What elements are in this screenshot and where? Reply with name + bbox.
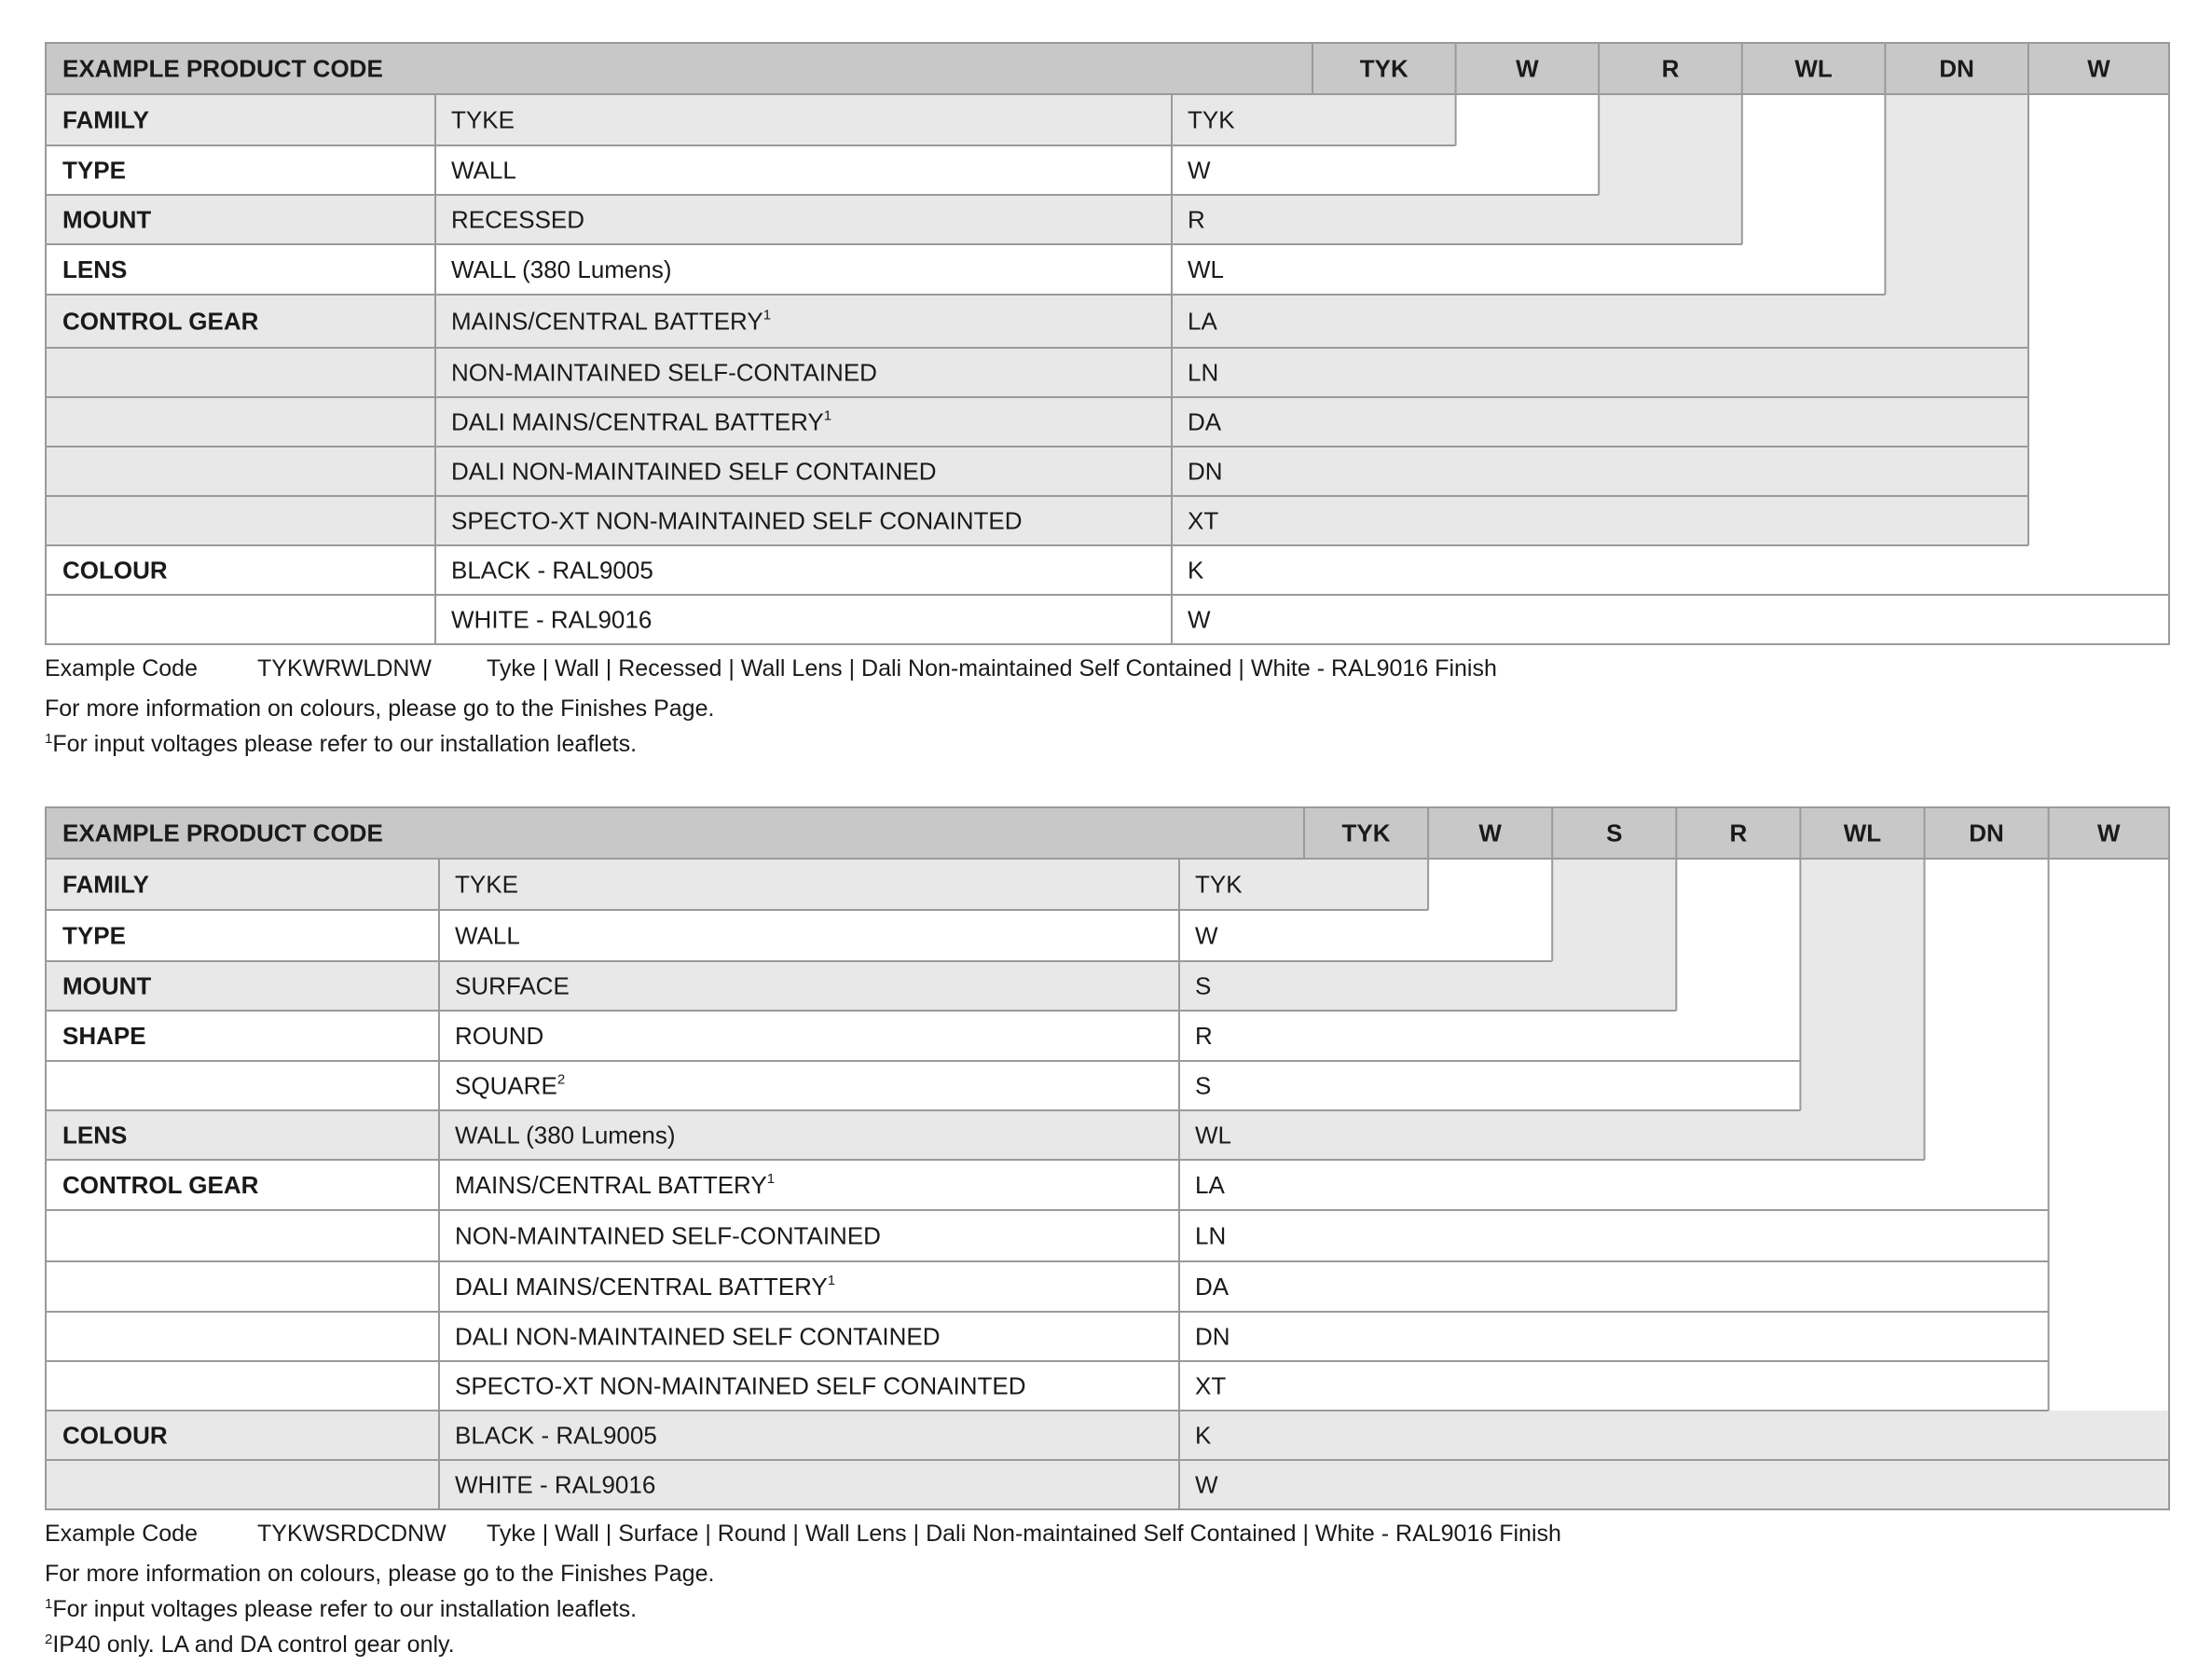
header-title: EXAMPLE PRODUCT CODE — [62, 819, 383, 847]
header-code-segment: TYK — [1341, 819, 1391, 847]
row-description: MAINS/CENTRAL BATTERY$^1$ — [455, 1171, 776, 1199]
row-code: DA — [1195, 1273, 1230, 1301]
product-code-table-surface — [45, 806, 2170, 1658]
row-category: MOUNT — [62, 205, 152, 234]
row-description: SQUARE$^2$ — [455, 1071, 566, 1100]
header-code-segment: TYK — [1359, 54, 1408, 83]
example-code-value: TYKWSRDCDNW — [257, 1521, 447, 1547]
row-code: W — [1188, 156, 1211, 185]
row-description: SPECTO-XT NON-MAINTAINED SELF CONAINTED — [451, 506, 1023, 535]
row-description: NON-MAINTAINED SELF-CONTAINED — [451, 358, 877, 387]
code-matrix — [45, 42, 2170, 645]
row-category: MOUNT — [62, 971, 152, 1000]
row-description: NON-MAINTAINED SELF-CONTAINED — [455, 1221, 881, 1250]
row-description: BLACK - RAL9005 — [451, 556, 653, 585]
row-code: DN — [1195, 1322, 1230, 1351]
note-finishes: For more information on colours, please go to the Finishes Page. — [45, 695, 715, 722]
table-notes — [45, 651, 2170, 757]
header-code-segment: W — [2097, 819, 2121, 847]
row-category: LENS — [62, 1121, 128, 1150]
row-description: WALL — [451, 156, 516, 185]
row-code: LA — [1188, 307, 1217, 336]
header-code-segment: W — [1516, 54, 1539, 83]
row-description: BLACK - RAL9005 — [455, 1421, 657, 1450]
row-code: W — [1195, 921, 1218, 950]
row-code: DA — [1188, 407, 1222, 436]
row-category: FAMILY — [62, 870, 149, 899]
row-category: TYPE — [62, 156, 126, 185]
example-code-description: Tyke | Wall | Recessed | Wall Lens | Dali Non-maintained Self Contained | White - RAL9016 Finish — [487, 655, 1497, 682]
header-code-segment: W — [1478, 819, 1502, 847]
note-finishes: For more information on colours, please go to the Finishes Page. — [45, 1561, 715, 1587]
row-description: WHITE - RAL9016 — [451, 605, 653, 634]
row-category: COLOUR — [62, 1421, 168, 1450]
row-code: LN — [1188, 358, 1219, 387]
header-code-segment: DN — [1939, 54, 1974, 83]
row-description: ROUND — [455, 1022, 544, 1050]
row-code: W — [1195, 1470, 1218, 1499]
row-category: FAMILY — [62, 105, 149, 134]
row-description: DALI NON-MAINTAINED SELF CONTAINED — [451, 457, 937, 486]
product-code-table-recessed — [45, 42, 2170, 757]
header-code-segment: WL — [1843, 819, 1882, 847]
row-description: RECESSED — [451, 205, 585, 234]
row-category: TYPE — [62, 921, 126, 950]
row-code: TYK — [1195, 870, 1243, 899]
code-matrix — [45, 806, 2170, 1510]
row-code: WL — [1188, 255, 1224, 283]
row-description: WALL (380 Lumens) — [451, 255, 672, 283]
row-code: XT — [1188, 506, 1219, 535]
row-code: DN — [1188, 457, 1223, 486]
row-category: SHAPE — [62, 1022, 146, 1050]
code-matrix-svg — [45, 806, 2170, 1510]
example-code-label: Example Code — [45, 1521, 198, 1547]
header-code-segment: R — [1661, 54, 1680, 83]
table-notes — [45, 1516, 2170, 1658]
row-description: DALI MAINS/CENTRAL BATTERY$^1$ — [455, 1273, 836, 1301]
row-description: SURFACE — [455, 971, 570, 1000]
row-description: WALL — [455, 921, 520, 950]
row-code: K — [1188, 556, 1204, 585]
row-description: DALI MAINS/CENTRAL BATTERY$^1$ — [451, 407, 832, 436]
row-category: COLOUR — [62, 556, 168, 585]
header-code-segment: S — [1606, 819, 1623, 847]
example-code-line — [45, 1516, 2170, 1551]
row-description: MAINS/CENTRAL BATTERY$^1$ — [451, 307, 772, 336]
row-code: XT — [1195, 1371, 1227, 1400]
example-code-line — [45, 651, 2170, 686]
example-code-label: Example Code — [45, 655, 198, 682]
row-description: TYKE — [451, 105, 515, 134]
row-category: CONTROL GEAR — [62, 307, 259, 336]
row-code: LN — [1195, 1221, 1227, 1250]
row-code: S — [1195, 1071, 1212, 1100]
row-code: W — [1188, 605, 1211, 634]
row-code: LA — [1195, 1171, 1225, 1199]
header-code-segment: R — [1729, 819, 1748, 847]
code-matrix-svg — [45, 42, 2170, 645]
example-code-value: TYKWRWLDNW — [257, 655, 433, 682]
row-description: DALI NON-MAINTAINED SELF CONTAINED — [455, 1322, 941, 1351]
row-category: CONTROL GEAR — [62, 1171, 259, 1199]
row-description: WHITE - RAL9016 — [455, 1470, 656, 1499]
row-code: K — [1195, 1421, 1212, 1450]
row-code: TYK — [1188, 105, 1235, 134]
row-code: WL — [1195, 1121, 1231, 1150]
row-code: S — [1195, 971, 1212, 1000]
row-description: SPECTO-XT NON-MAINTAINED SELF CONAINTED — [455, 1371, 1026, 1400]
header-code-segment: WL — [1794, 54, 1833, 83]
row-category: LENS — [62, 255, 128, 283]
header-code-segment: DN — [1969, 819, 2004, 847]
footnote-1: $^1$For input voltages please refer to our installation leaflets. — [45, 1596, 638, 1622]
row-description: WALL (380 Lumens) — [455, 1121, 676, 1150]
row-code: R — [1188, 205, 1205, 234]
footnote-1: $^1$For input voltages please refer to our installation leaflets. — [45, 731, 638, 757]
row-description: TYKE — [455, 870, 518, 899]
header-title: EXAMPLE PRODUCT CODE — [62, 54, 383, 83]
row-code: R — [1195, 1022, 1213, 1050]
header-code-segment: W — [2087, 54, 2110, 83]
footnote-2: $^2$IP40 only. LA and DA control gear only. — [45, 1632, 455, 1658]
example-code-description: Tyke | Wall | Surface | Round | Wall Lens | Dali Non-maintained Self Contained | White - RAL9016 Finish — [487, 1521, 1561, 1547]
